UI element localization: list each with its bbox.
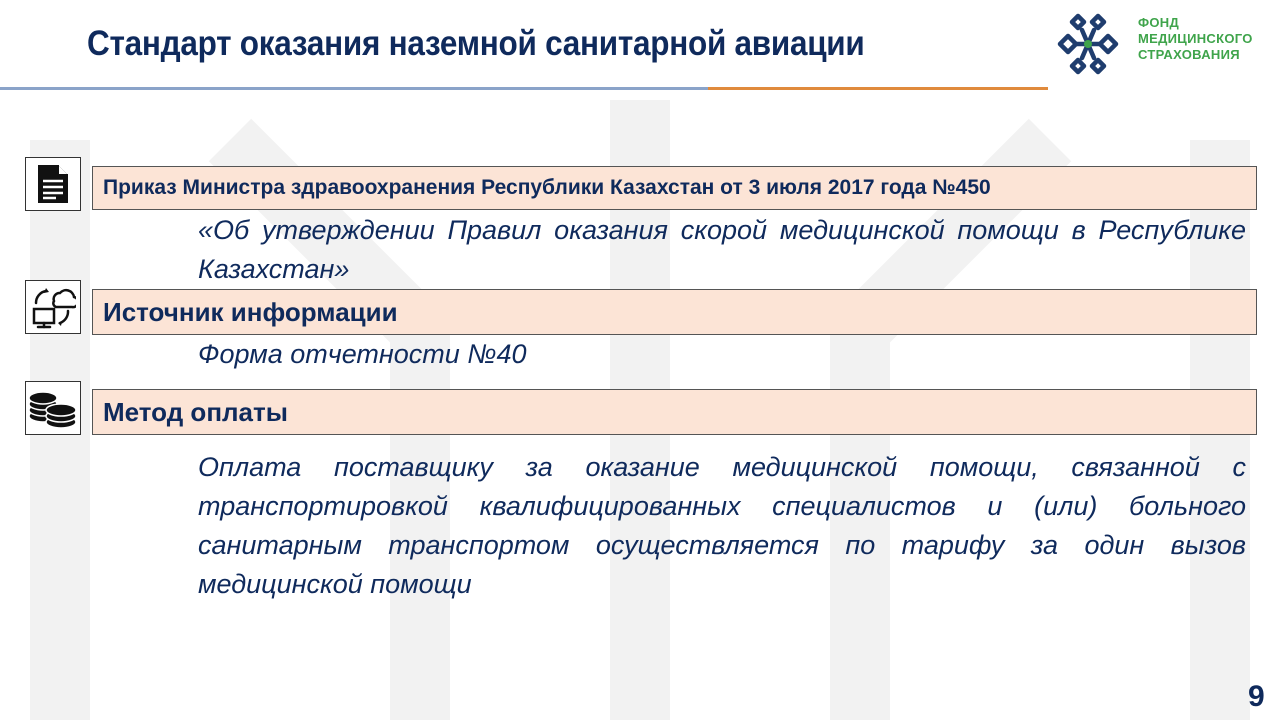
document-icon [36,163,70,205]
logo-line-1: ФОНД [1138,15,1180,30]
section-heading-payment: Метод оплаты [92,389,1257,435]
logo-line-2: МЕДИЦИНСКОГО [1138,31,1253,46]
coins-icon [27,386,79,430]
document-icon-box [25,157,81,211]
page-number: 9 [1248,680,1265,713]
section-heading-order: Приказ Министра здравоохранения Республики Казахстан от 3 июля 2017 года №450 [92,166,1257,210]
slide-title: Стандарт оказания наземной санитарной авиации [87,24,865,63]
logo-text [1138,15,1253,63]
logo-line-3: СТРАХОВАНИЯ [1138,47,1240,62]
section-heading-source: Источник информации [92,289,1257,335]
section-text-order: «Об утверждении Правил оказания скорой медицинской помощи в Республике Казахстан» [198,215,1246,284]
coins-icon-box [25,381,81,435]
section-text-payment: Оплата поставщику за оказание медицинской помощи, связанной с транспортировкой квалифицированных специалистов и (или) больного санитарным транспортом осуществляется по тарифу за один вызов медицинской помощи [198,452,1246,599]
title-underline-blue [0,87,708,90]
computer-cloud-icon [30,285,76,329]
section-text-source: Форма отчетности №40 [198,339,527,369]
computer-cloud-icon-box [25,280,81,334]
title-underline-orange [708,87,1048,90]
